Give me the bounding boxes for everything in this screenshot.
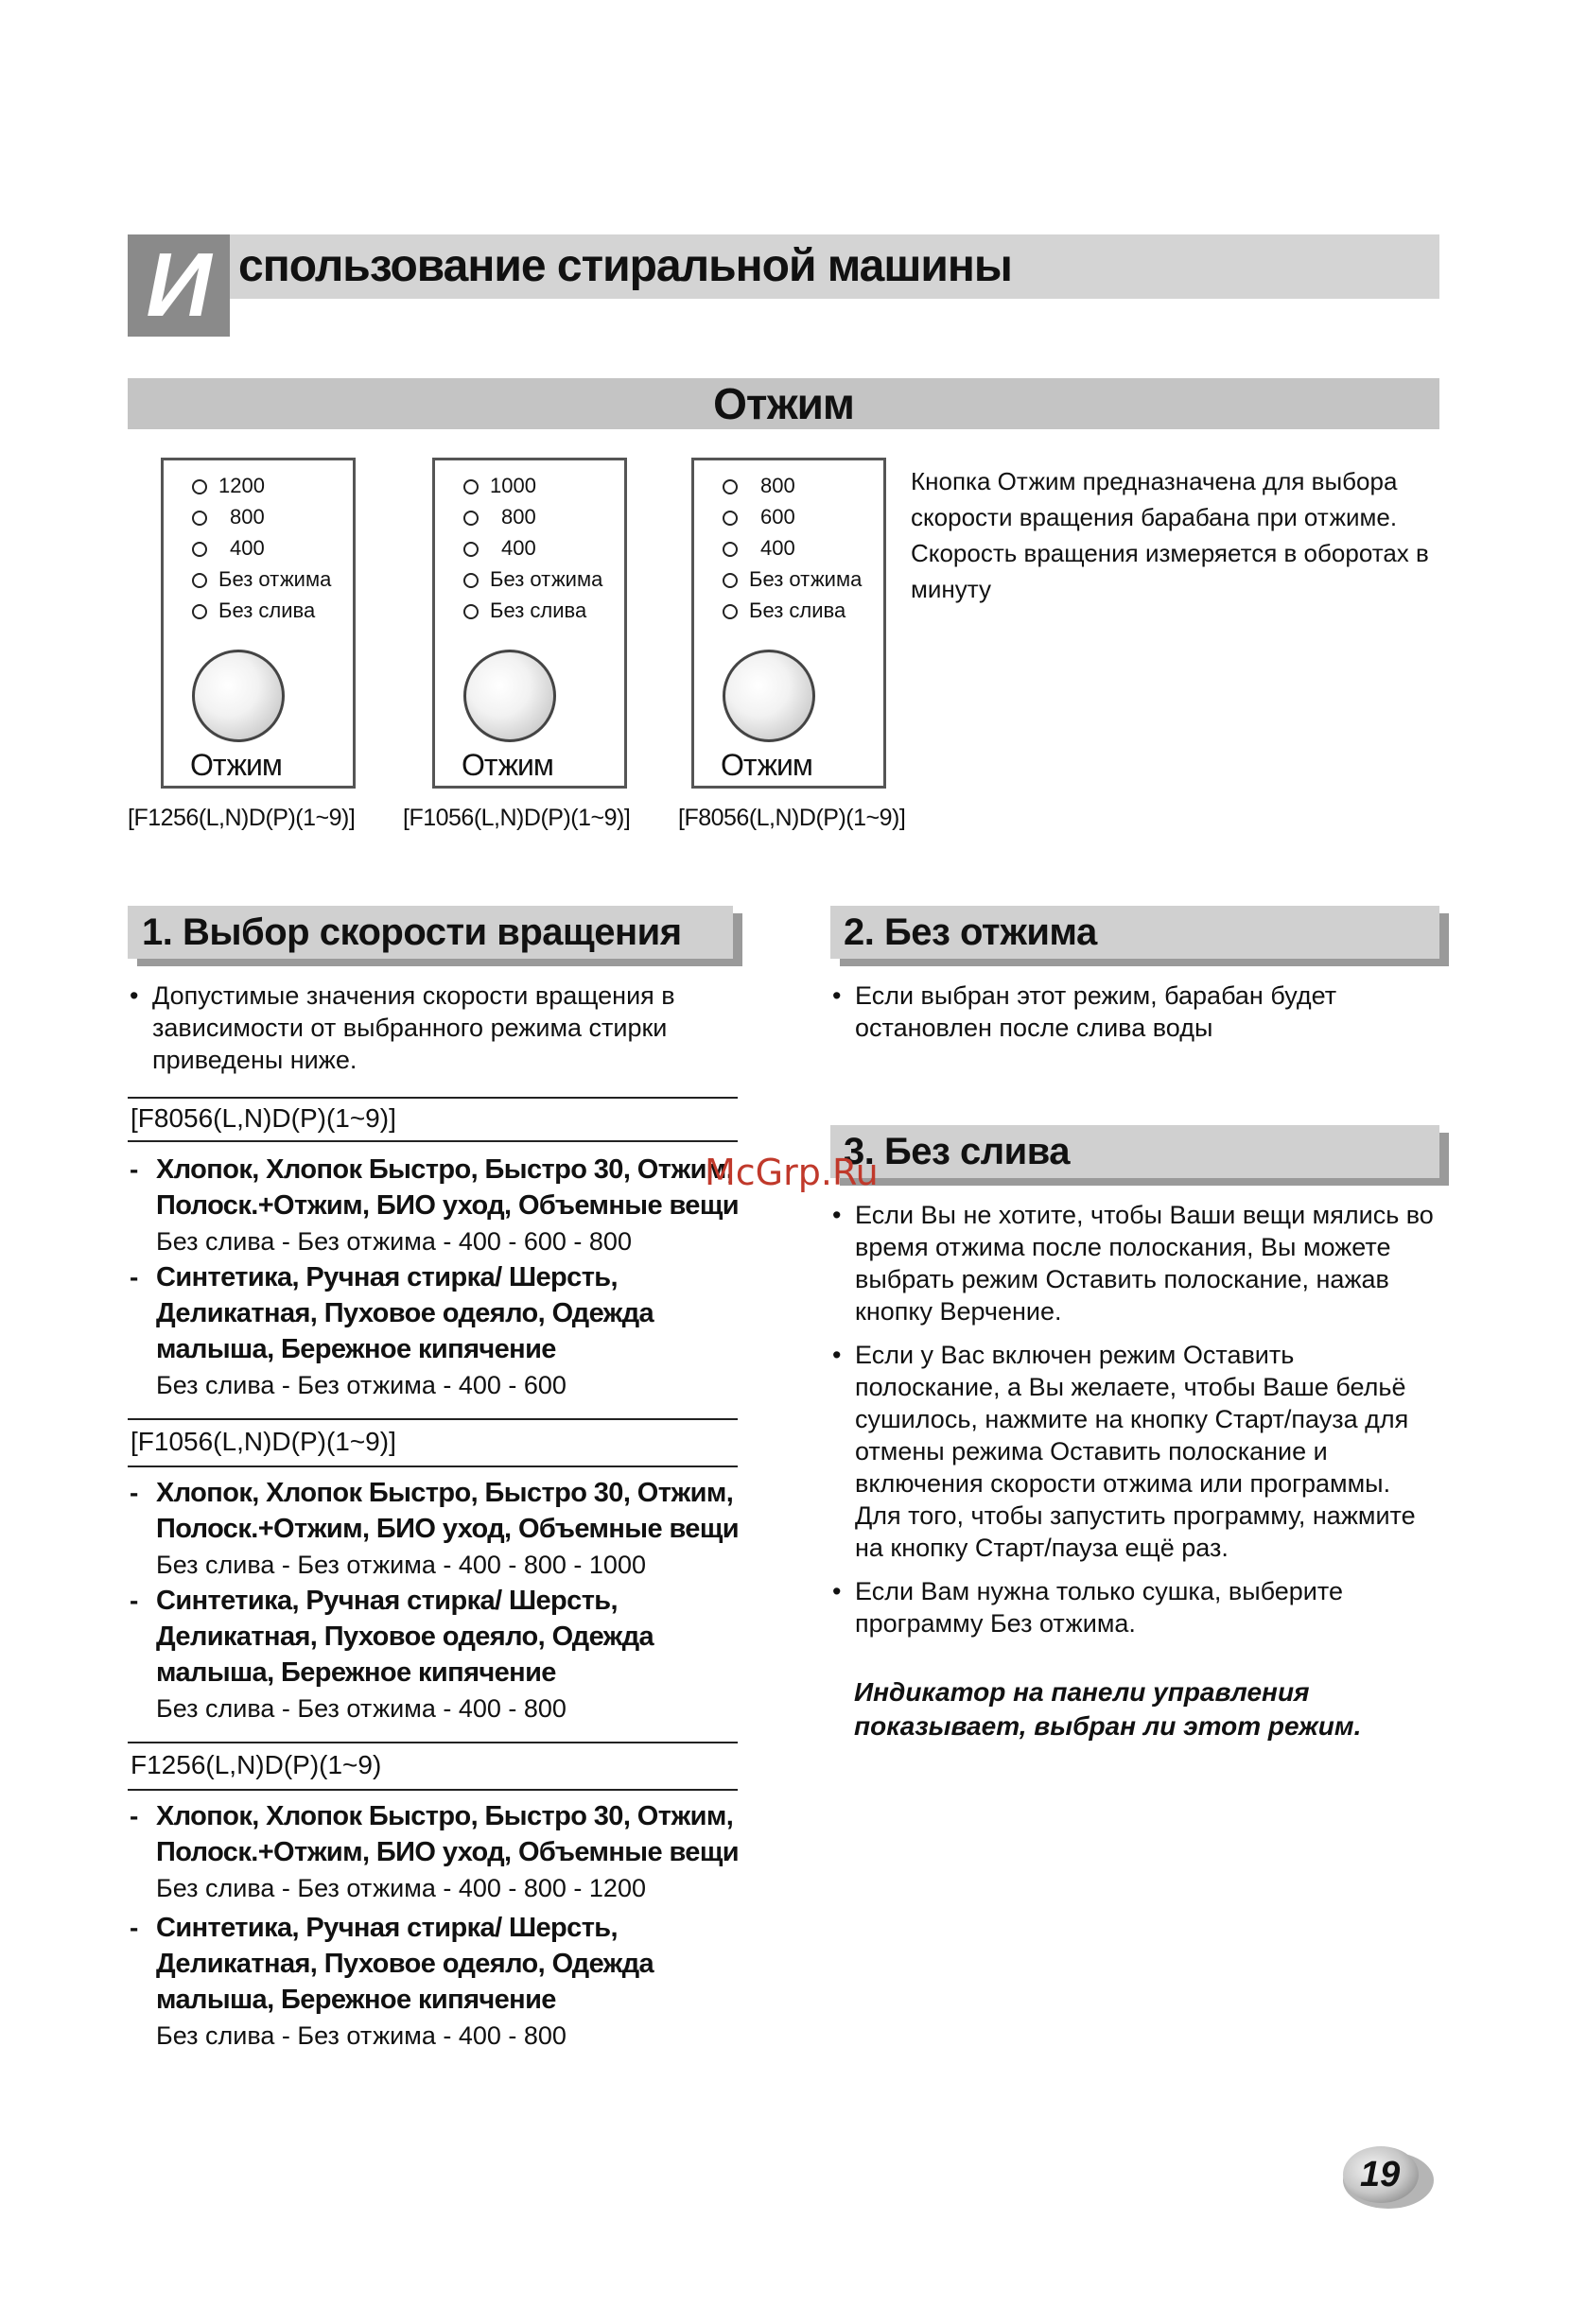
indicator-icon bbox=[192, 479, 207, 494]
section2-heading: 2. Без отжима bbox=[844, 911, 1097, 953]
divider bbox=[128, 1418, 738, 1420]
indicator-icon bbox=[192, 511, 207, 526]
section3-heading: 3. Без слива bbox=[844, 1131, 1071, 1172]
spin-button-knob[interactable] bbox=[192, 650, 285, 742]
speed-option: Без отжима bbox=[463, 567, 602, 592]
indicator-icon bbox=[723, 511, 738, 526]
speed-entry: - Синтетика, Ручная стирка/ Шерсть, Деликатная, Пуховое одеяло, Одежда малыша, Бережное кипячение Без слива - Без отжима - 400 - 800 bbox=[130, 1913, 654, 2050]
control-panel-f1256 bbox=[161, 458, 356, 789]
intro-text: Кнопка Отжим предназначена для выбора скорости вращения барабана при отжиме. Скорость вращения измеряется в оборотах в минуту bbox=[911, 467, 1429, 603]
speed-entry: - Синтетика, Ручная стирка/ Шерсть, Деликатная, Пуховое одеяло, Одежда малыша, Бережное кипячение Без слива - Без отжима - 400 - 600 bbox=[130, 1262, 654, 1399]
spin-button-label: Отжим bbox=[462, 748, 553, 782]
section1-bullet: • Допустимые значения скорости вращения в зависимости от выбранного режима стирки приведены ниже. bbox=[130, 981, 675, 1074]
control-panel-f1056 bbox=[432, 458, 627, 789]
indicator-icon bbox=[723, 573, 738, 588]
section3-bullet: • Если Вы не хотите, чтобы Ваши вещи мялись во время отжима после полоскания, Вы можете выбрать режим Оставить полоскание, нажав кнопку Верчение. bbox=[832, 1201, 1434, 1326]
indicator-icon bbox=[463, 479, 479, 494]
divider bbox=[128, 1466, 738, 1467]
spin-button-label: Отжим bbox=[721, 748, 812, 782]
divider bbox=[128, 1789, 738, 1791]
speed-entry: - Хлопок, Хлопок Быстро, Быстро 30, Отжим, Полоск.+Отжим, БИО уход, Объемные вещи Без слива - Без отжима - 400 - 800 - 1200 bbox=[130, 1801, 739, 1902]
speed-option: 800 bbox=[192, 505, 265, 529]
spin-button-knob[interactable] bbox=[723, 650, 815, 742]
speed-option: Без слива bbox=[723, 598, 846, 623]
section1-heading: 1. Выбор скорости вращения bbox=[142, 911, 682, 953]
indicator-icon bbox=[192, 573, 207, 588]
panel-model-caption: [F1056(L,N)D(P)(1~9)] bbox=[403, 805, 631, 831]
model-name: [F8056(L,N)D(P)(1~9)] bbox=[131, 1103, 396, 1133]
section-title: Отжим bbox=[713, 379, 854, 428]
divider bbox=[128, 1742, 738, 1743]
divider bbox=[128, 1097, 738, 1099]
speed-option: 800 bbox=[723, 474, 795, 498]
model-name: [F1056(L,N)D(P)(1~9)] bbox=[131, 1427, 396, 1456]
title-initial: И bbox=[128, 234, 230, 337]
indicator-icon bbox=[723, 542, 738, 557]
speed-entry: - Хлопок, Хлопок Быстро, Быстро 30, Отжим, Полоск.+Отжим, БИО уход, Объемные вещи Без слива - Без отжима - 400 - 600 - 800 bbox=[130, 1154, 739, 1256]
section3-bullet: • Если у Вас включен режим Оставить полоскание, а Вы желаете, чтобы Ваше бельё сушилось, нажмите на кнопку Старт/пауза для отмены режима Оставить полоскание и включения скорости отжима или программы. Для того, чтобы запустить программу, нажмите на кнопку Старт/пауза ещё раз. bbox=[832, 1341, 1416, 1562]
indicator-icon bbox=[192, 604, 207, 619]
indicator-icon bbox=[463, 511, 479, 526]
indicator-icon bbox=[463, 604, 479, 619]
speed-option: Без отжима bbox=[192, 567, 331, 592]
model-name: F1256(L,N)D(P)(1~9) bbox=[131, 1750, 382, 1779]
spin-button-label: Отжим bbox=[190, 748, 282, 782]
section2-bullet: • Если выбран этот режим, барабан будет остановлен после слива воды bbox=[832, 981, 1337, 1042]
speed-option: 1200 bbox=[192, 474, 265, 498]
speed-option: Без слива bbox=[192, 598, 315, 623]
page-title: спользование стиральной машины bbox=[238, 241, 1012, 291]
divider bbox=[128, 1140, 738, 1142]
panel-model-caption: [F8056(L,N)D(P)(1~9)] bbox=[678, 805, 906, 831]
indicator-note: Индикатор на панели управления показывает, выбран ли этот режим. bbox=[854, 1677, 1362, 1741]
speed-option: 400 bbox=[192, 536, 265, 561]
speed-option: 400 bbox=[463, 536, 536, 561]
indicator-icon bbox=[463, 573, 479, 588]
speed-option: Без отжима bbox=[723, 567, 862, 592]
panel-model-caption: [F1256(L,N)D(P)(1~9)] bbox=[128, 805, 356, 831]
speed-option: Без слива bbox=[463, 598, 586, 623]
indicator-icon bbox=[723, 479, 738, 494]
indicator-icon bbox=[192, 542, 207, 557]
speed-option: 400 bbox=[723, 536, 795, 561]
watermark: McGrp.Ru bbox=[705, 1152, 879, 1193]
speed-entry: - Синтетика, Ручная стирка/ Шерсть, Деликатная, Пуховое одеяло, Одежда малыша, Бережное кипячение Без слива - Без отжима - 400 - 800 bbox=[130, 1586, 654, 1723]
indicator-icon bbox=[723, 604, 738, 619]
speed-option: 800 bbox=[463, 505, 536, 529]
section3-bullet: • Если Вам нужна только сушка, выберите программу Без отжима. bbox=[832, 1577, 1343, 1638]
speed-option: 600 bbox=[723, 505, 795, 529]
indicator-icon bbox=[463, 542, 479, 557]
page-number: 19 bbox=[1360, 2155, 1401, 2194]
speed-entry: - Хлопок, Хлопок Быстро, Быстро 30, Отжим, Полоск.+Отжим, БИО уход, Объемные вещи Без слива - Без отжима - 400 - 800 - 1000 bbox=[130, 1478, 739, 1579]
spin-button-knob[interactable] bbox=[463, 650, 556, 742]
speed-option: 1000 bbox=[463, 474, 536, 498]
control-panel-f8056 bbox=[691, 458, 886, 789]
